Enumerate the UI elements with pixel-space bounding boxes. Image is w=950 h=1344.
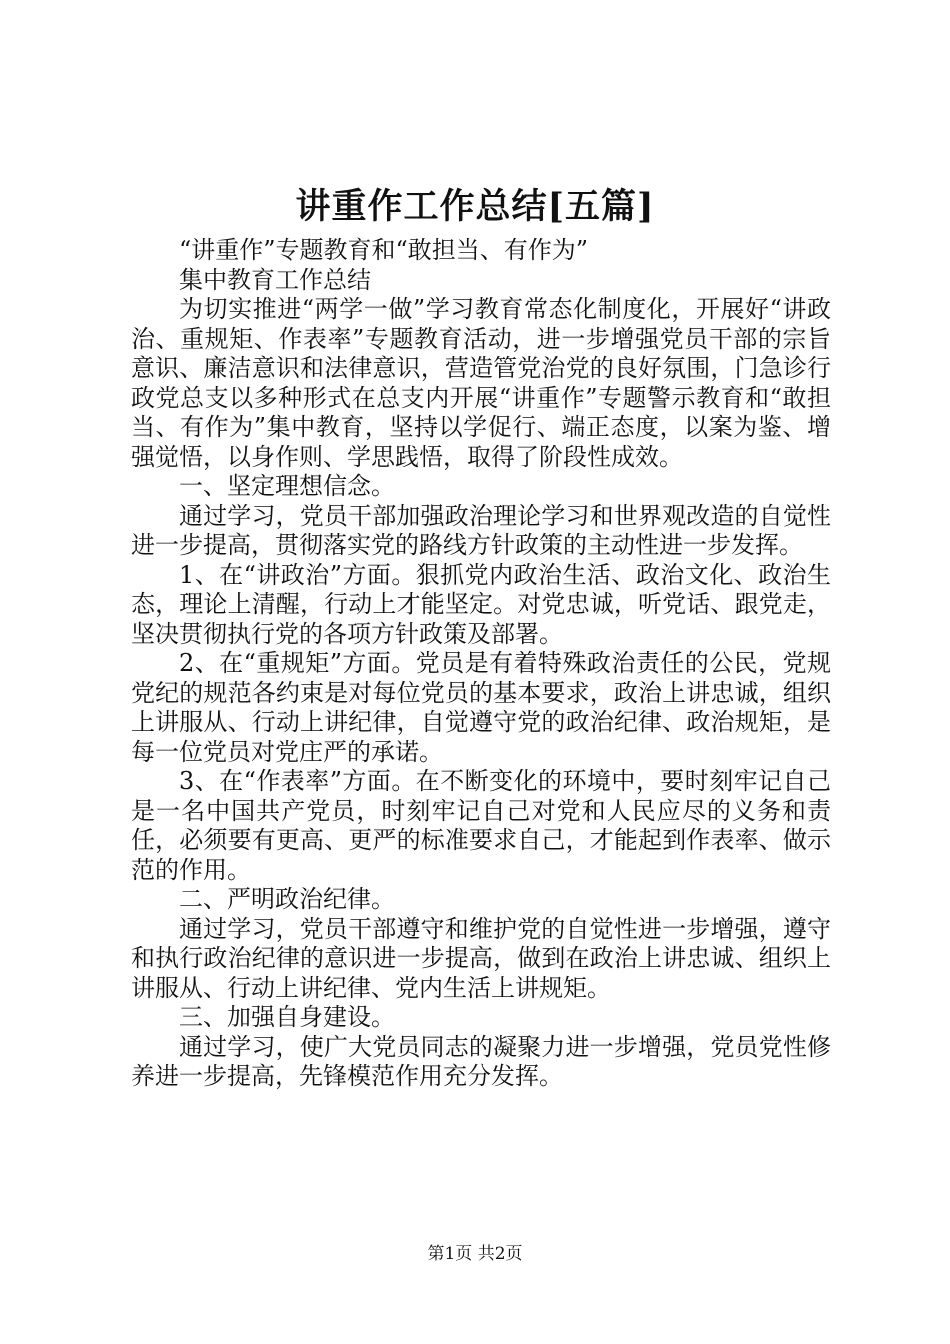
document-title: 讲重作工作总结[五篇] bbox=[295, 186, 655, 227]
paragraph-section-3: 通过学习，使广大党员同志的凝聚力进一步增强，党员党性修养进一步提高，先锋模范作用充分发挥。 bbox=[131, 1032, 831, 1090]
paragraph-subtitle-line-2: 集中教育工作总结 bbox=[179, 265, 371, 294]
paragraph-intro: 为切实推进“两学一做”学习教育常态化制度化，开展好“讲政治、重规矩、作表率”专题教育活动，进一步增强党员干部的宗旨意识、廉洁意识和法律意识，营造管党治党的良好氛围，门急诊行政党总支以多种形式在总支内开展“讲重作”专题警示教育和“敢担当、有作为”集中教育，坚持以学促行、端正态度，以案为鉴、增强觉悟，以身作则、学思践悟，取得了阶段性成效。 bbox=[131, 295, 831, 471]
paragraph-item-2: 2、在“重规矩”方面。党员是有着特殊政治责任的公民，党规党纪的规范各约束是对每位党员的基本要求，政治上讲忠诚，组织上讲服从、行动上讲纪律，自觉遵守党的政治纪律、政治规矩，是每一位党员对党庄严的承诺。 bbox=[131, 649, 831, 766]
paragraph-subtitle-line-1: “讲重作”专题教育和“敢担当、有作为” bbox=[179, 236, 589, 264]
document-body bbox=[131, 236, 831, 1092]
paragraph-section-2: 通过学习，党员干部遵守和维护党的自觉性进一步增强，遵守和执行政治纪律的意识进一步提高，做到在政治上讲忠诚、组织上讲服从、行动上讲纪律、党内生活上讲规矩。 bbox=[131, 914, 831, 1002]
paragraph-item-3: 3、在“作表率”方面。在不断变化的环境中，要时刻牢记自己是一名中国共产党员，时刻牢记自己对党和人民应尽的义务和责任，必须要有更高、更严的标准要求自己，才能起到作表率、做示范的作用。 bbox=[131, 767, 831, 884]
section-heading-2: 二、严明政治纪律。 bbox=[179, 885, 395, 913]
page-footer: 第1页 共2页 bbox=[427, 1244, 523, 1264]
paragraph-item-1: 1、在“讲政治”方面。狠抓党内政治生活、政治文化、政治生态，理论上清醒，行动上才能坚定。对党忠诚，听党话、跟党走，坚决贯彻执行党的各项方针政策及部署。 bbox=[131, 560, 831, 648]
section-heading-1: 一、坚定理想信念。 bbox=[179, 472, 395, 500]
section-heading-3: 三、加强自身建设。 bbox=[179, 1003, 395, 1031]
paragraph-section-1: 通过学习，党员干部加强政治理论学习和世界观改造的自觉性进一步提高，贯彻落实党的路线方针政策的主动性进一步发挥。 bbox=[131, 501, 831, 559]
